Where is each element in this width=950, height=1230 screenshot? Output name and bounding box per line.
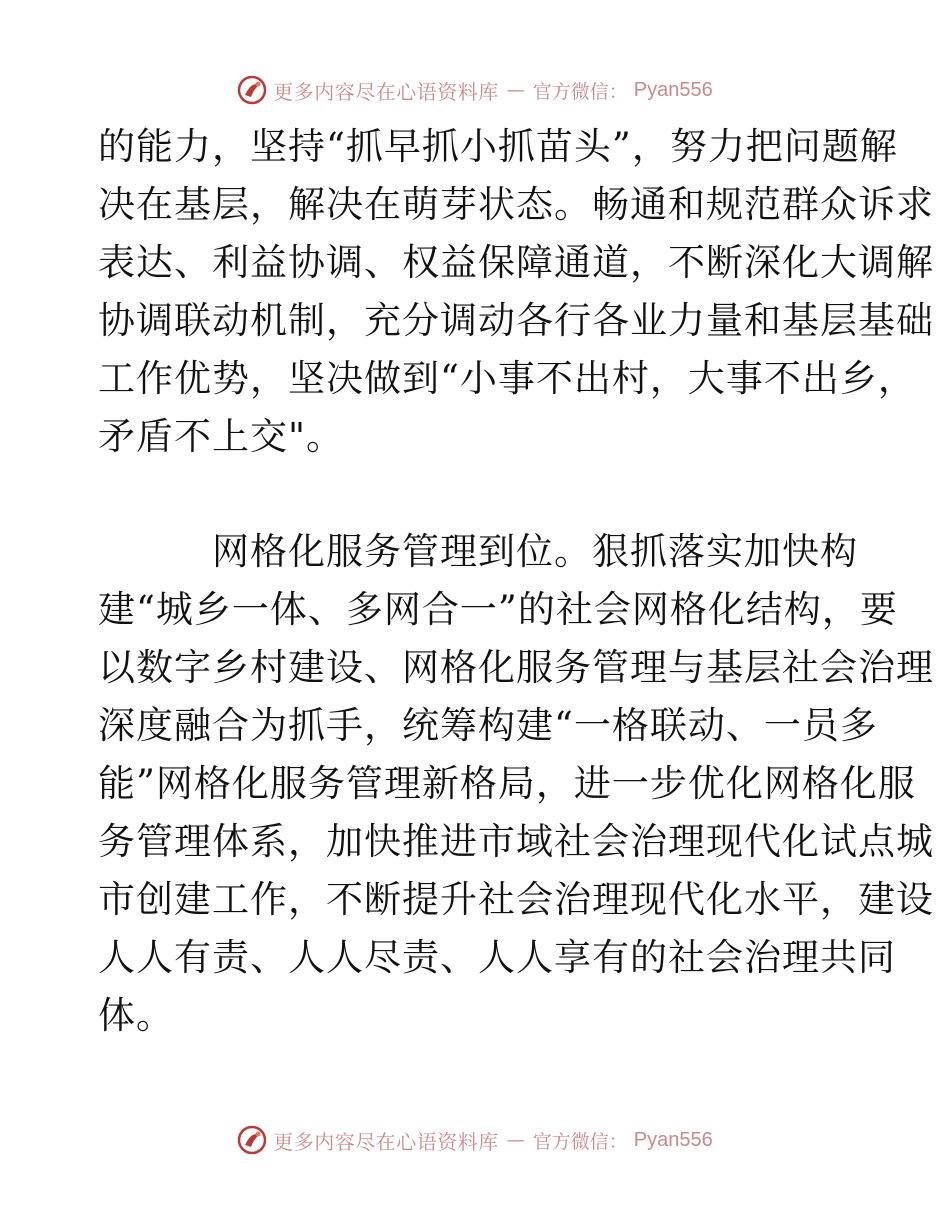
text-line: 表达、利益协调、权益保障通道，不断深化大调解	[98, 241, 934, 284]
text-line: 体。	[98, 994, 174, 1037]
watermark-brand: 更多内容尽在心语资料库	[273, 1129, 499, 1154]
text-line: 工作优势，坚决做到“小事不出村，大事不出乡，	[98, 357, 916, 400]
text-line: 能”网格化服务管理新格局，进一步优化网格化服	[98, 762, 916, 805]
text-line: 网格化服务管理到位。狠抓落实加快构	[98, 530, 858, 573]
text-line: 决在基层，解决在萌芽状态。畅通和规范群众诉求	[98, 183, 934, 226]
paragraph	[98, 523, 934, 1045]
text-line: 务管理体系，加快推进市域社会治理现代化试点城	[98, 820, 934, 863]
watermark-wechat-id: Pyan556	[633, 1128, 713, 1151]
brand-logo-icon	[237, 1125, 267, 1155]
footer-watermark	[0, 1122, 950, 1158]
text-line: 的能力，坚持“抓早抓小抓苗头”，努力把问题解	[98, 125, 898, 168]
text-line: 建“城乡一体、多网合一”的社会网格化结构，要	[98, 588, 898, 631]
watermark-label: 官方微信：	[532, 1130, 628, 1153]
text-line: 矛盾不上交"。	[98, 415, 345, 458]
document-body	[98, 118, 934, 1045]
watermark-separator: —	[506, 1129, 525, 1151]
text-line: 协调联动机制，充分调动各行各业力量和基层基础	[98, 299, 934, 342]
text-line: 人人有责、人人尽责、人人享有的社会治理共同	[98, 936, 896, 979]
brand-logo-icon	[237, 75, 267, 105]
text-line: 深度融合为抓手，统筹构建“一格联动、一员多	[98, 704, 878, 747]
watermark-separator: —	[506, 79, 525, 101]
text-line: 市创建工作，不断提升社会治理现代化水平，建设	[98, 878, 934, 921]
watermark-brand: 更多内容尽在心语资料库	[273, 79, 499, 104]
text-line: 以数字乡村建设、网格化服务管理与基层社会治理	[98, 646, 934, 689]
watermark-label: 官方微信：	[532, 80, 628, 103]
header-watermark	[0, 72, 950, 108]
paragraph	[98, 118, 934, 466]
paragraph-spacer	[98, 466, 858, 523]
watermark-wechat-id: Pyan556	[633, 78, 713, 101]
